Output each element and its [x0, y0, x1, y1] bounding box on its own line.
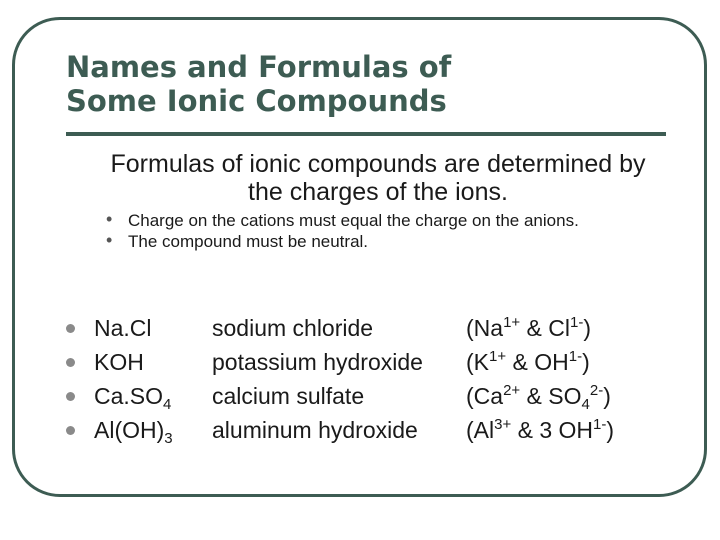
bullet-icon: •: [106, 230, 113, 250]
compound-row: [66, 379, 666, 413]
compound-list: [66, 311, 666, 447]
bullet-icon: •: [106, 209, 113, 229]
compound-name: calcium sulfate: [212, 383, 365, 409]
bullet-icon: [66, 392, 75, 401]
compound-ions: ($Ca^{2+}$ & $SO_4^{2-}$): [466, 382, 611, 413]
sub-bullet-item: [102, 231, 662, 252]
compound-formula: KOH: [94, 349, 144, 375]
compound-name: potassium hydroxide: [212, 349, 423, 375]
sub-bullet-text: Charge on the cations must equal the charge on the anions.: [128, 211, 579, 230]
compound-row: [66, 311, 666, 345]
title-line-2: Some Ionic Compounds: [66, 84, 447, 118]
bullet-icon: [66, 426, 75, 435]
title-line-1: Names and Formulas of: [66, 50, 452, 84]
sub-bullet-text: The compound must be neutral.: [128, 232, 369, 251]
compound-ions: ($Al^{3+}$ & 3 $OH^{1-}$): [466, 416, 615, 443]
compound-name: aluminum hydroxide: [212, 417, 418, 443]
bullet-icon: [66, 324, 75, 333]
bullet-icon: [66, 358, 75, 367]
sub-bullet-list: [102, 210, 662, 252]
compound-name: sodium chloride: [212, 315, 374, 341]
compound-ions: ($K^{1+}$ & $OH^{1-}$): [466, 348, 590, 375]
compound-formula: $Ca.SO_4$: [94, 383, 172, 413]
title-divider: [66, 132, 666, 136]
compound-formula: Na.Cl: [94, 315, 152, 341]
slide-title: [66, 50, 451, 118]
intro-text: Formulas of ionic compounds are determined by the charges of the ions.: [110, 150, 646, 206]
compound-formula: $Al(OH)_3$: [94, 417, 173, 447]
compound-row: [66, 345, 666, 379]
compound-ions: ($Na^{1+}$ & $Cl^{1-}$): [466, 314, 592, 341]
sub-bullet-item: [102, 210, 662, 231]
compound-row: [66, 413, 666, 447]
